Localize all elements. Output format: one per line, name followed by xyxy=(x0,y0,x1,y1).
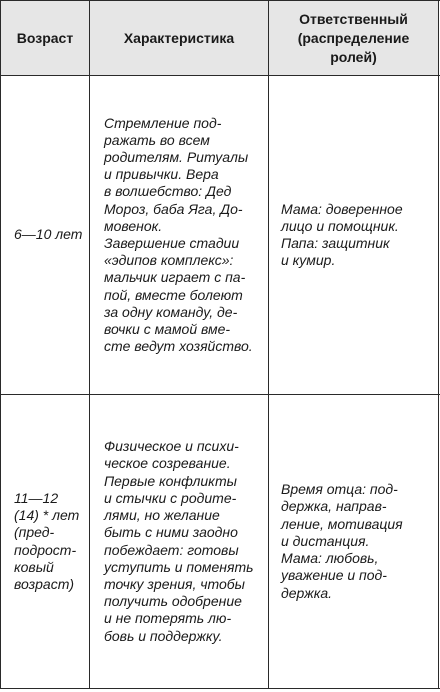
row-2-characteristic-line: побеждает: готовы xyxy=(104,541,239,558)
header-responsible-line: ролей) xyxy=(330,48,377,65)
row-2-age-line: подрост- xyxy=(14,541,77,558)
row-2-characteristic-line: Первые конфликты xyxy=(104,472,237,489)
row-1-characteristic-line: родителям. Ритуалы xyxy=(104,148,249,165)
row-1-age-line: 6—10 лет xyxy=(14,226,83,243)
header-characteristic xyxy=(90,1,268,75)
row-2-characteristic-line: получить одобрение xyxy=(104,593,242,610)
row-2-age-line: 11—12 xyxy=(14,489,59,506)
row-2-responsible-line: уважение и под- xyxy=(281,567,387,584)
row-1-characteristic-line: вочки с мамой вме- xyxy=(104,321,231,338)
row-2-characteristic-line: бовь и поддержку. xyxy=(104,627,223,644)
row-2-characteristic-line: ческое созревание. xyxy=(104,455,231,472)
header-responsible-line: Ответственный xyxy=(299,10,408,27)
header-responsible-line: (распределение xyxy=(297,29,410,46)
header-age-text: Возраст xyxy=(16,29,74,46)
row-2-responsible-line: Время отца: под- xyxy=(281,481,398,498)
row-1-characteristic-line: за одну команду, де- xyxy=(104,303,238,320)
row-2-responsible-line: держка, направ- xyxy=(281,498,387,515)
row-1-characteristic-line: мовенок. xyxy=(104,217,163,234)
row-1-characteristic-cell xyxy=(90,76,268,394)
row-1-characteristic-line: Завершение стадии xyxy=(104,235,240,251)
row-1-characteristic-line: пой, вместе болеют xyxy=(104,286,243,303)
row-2-responsible-line: и дистанция. xyxy=(281,532,370,549)
row-1-characteristic-line: «эдипов комплекс»: xyxy=(104,252,234,269)
row-2-characteristic-line: лями, но желание xyxy=(104,507,220,524)
row-2-age-line: ковый xyxy=(14,558,54,575)
row-2-age-line: (14) * лет xyxy=(14,507,80,524)
row-2-characteristic-line: и стычки с родите- xyxy=(104,489,237,506)
row-1-age-cell xyxy=(1,76,89,394)
row-1-characteristic-line: Стремление под- xyxy=(104,114,222,131)
row-2-age-cell xyxy=(1,395,89,688)
row-1-characteristic-line: ражать во всем xyxy=(104,131,210,148)
row-2-responsible-line: Мама: любовь, xyxy=(281,550,379,567)
row-2-characteristic-line: быть с ними заодно xyxy=(104,524,238,541)
row-2-characteristic-line: уступить и поменять xyxy=(104,558,254,575)
row-1-responsible-line: лицо и помощник. xyxy=(281,217,399,234)
row-1-characteristic-line: Мороз, баба Яга, До- xyxy=(104,200,243,217)
row-2-responsible-line: ление, мотивация xyxy=(281,515,403,532)
table-border-bottom xyxy=(0,688,440,689)
row-2-age-line: возраст) xyxy=(14,575,75,592)
row-2-responsible-line: держка. xyxy=(281,584,333,601)
row-1-responsible-cell xyxy=(269,76,438,394)
row-1-characteristic-line: в волшебство: Дед xyxy=(104,183,232,200)
row-1-characteristic-line: сте ведут хозяйство. xyxy=(104,338,253,355)
table-border-right xyxy=(438,0,439,689)
header-responsible xyxy=(269,1,438,75)
row-2-characteristic-line: Физическое и психи- xyxy=(104,438,239,455)
row-2-characteristic-line: точку зрения, чтобы xyxy=(104,575,245,592)
row-1-characteristic-line: мальчик играет с па- xyxy=(104,269,246,286)
row-2-responsible-cell xyxy=(269,395,438,688)
row-2-characteristic-cell xyxy=(90,395,268,688)
row-1-characteristic-line: и привычки. Вера xyxy=(104,166,219,183)
row-2-age-line: (пред- xyxy=(14,524,55,541)
header-age xyxy=(1,1,89,75)
header-characteristic-text: Характеристика xyxy=(123,29,235,46)
row-1-responsible-line: Мама: доверенное xyxy=(281,200,403,217)
row-2-characteristic-line: и не потерять лю- xyxy=(104,610,232,627)
row-1-responsible-line: Папа: защитник xyxy=(281,235,390,251)
row-1-responsible-line: и кумир. xyxy=(281,252,336,269)
